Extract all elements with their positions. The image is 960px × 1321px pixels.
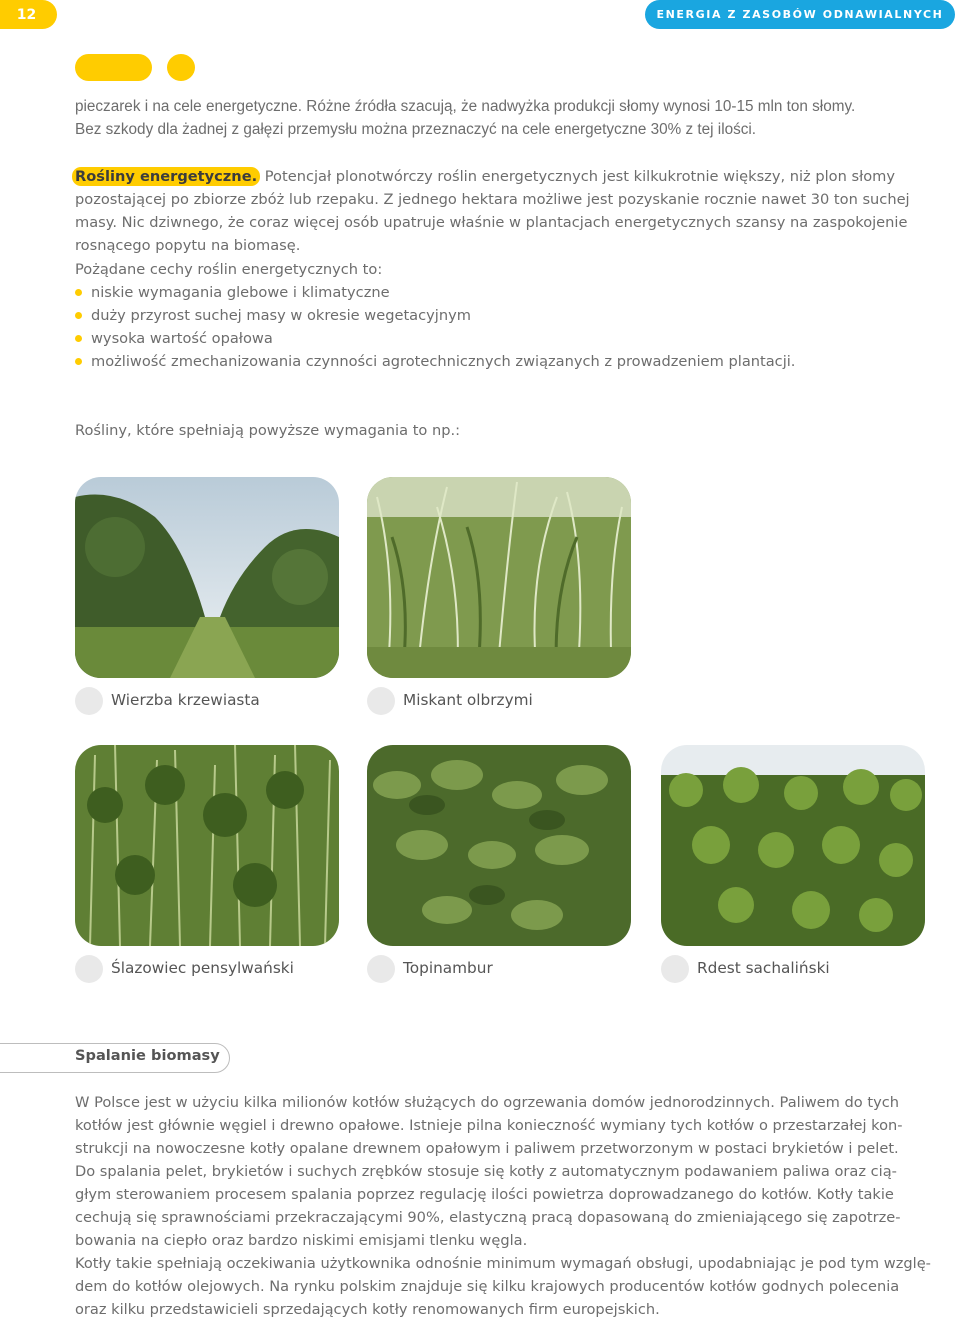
list-item: duży przyrost suchej masy w okresie wegetacyjnym bbox=[75, 304, 795, 327]
biomass-line: kotłów jest głównie węgiel i drewno opałowe. Istnieje pilna konieczność wymiany tych kotłów o przestarzałej kon- bbox=[75, 1117, 903, 1134]
energy-plants-highlight: Rośliny energetyczne. bbox=[72, 167, 260, 186]
caption-knotweed: Rdest sachaliński bbox=[697, 959, 830, 977]
biomass-line: Do spalania pelet, brykietów i suchych zrębków stosuje się kotły z automatycznym podawaniem paliwa oraz cią- bbox=[75, 1163, 897, 1180]
decorative-bar bbox=[75, 54, 152, 81]
features-intro: Pożądane cechy roślin energetycznych to: bbox=[75, 261, 383, 278]
caption-dot bbox=[367, 955, 395, 983]
photo-sida bbox=[75, 745, 339, 946]
caption-dot bbox=[75, 687, 103, 715]
intro-line-2: Bez szkody dla żadnej z gałęzi przemysłu można przeznaczyć na cele energetyczne 30% z tej ilości. bbox=[75, 121, 757, 138]
biomass-line: strukcji na nowoczesne kotły opalane drewnem opałowym i paliwem przetworzonym w postaci brykietów i pelet. bbox=[75, 1140, 899, 1157]
energy-plants-line-1 bbox=[75, 165, 955, 188]
caption-miscanthus: Miskant olbrzymi bbox=[403, 691, 533, 709]
caption-willow: Wierzba krzewiasta bbox=[111, 691, 260, 709]
energy-plants-line-2: pozostającej po zbiorze zbóż lub rzepaku. Z jednego hektara możliwe jest pozyskanie rocznie nawet 30 ton suchej bbox=[75, 191, 910, 208]
caption-dot bbox=[661, 955, 689, 983]
page-number: 12 bbox=[0, 0, 57, 29]
list-item: wysoka wartość opałowa bbox=[75, 327, 795, 350]
section-title: ENERGIA Z ZASOBÓW ODNAWIALNYCH bbox=[645, 0, 955, 29]
biomass-line: głym sterowaniem procesem spalania poprzez regulację ilości powietrza doprowadzanego do kotłów. Kotły takie bbox=[75, 1186, 894, 1203]
energy-plants-text-1: Potencjał plonotwórczy roślin energetycznych jest kilkukrotnie większy, niż plon słomy bbox=[264, 168, 896, 185]
examples-intro: Rośliny, które spełniają powyższe wymagania to np.: bbox=[75, 422, 461, 439]
intro-line-1: pieczarek i na cele energetyczne. Różne źródła szacują, że nadwyżka produkcji słomy wynosi 10-15 mln ton słomy. bbox=[75, 98, 856, 115]
photo-miscanthus bbox=[367, 477, 631, 678]
biomass-line: Kotły takie spełniają oczekiwania użytkownika odnośnie minimum wymagań obsługi, upodabniając je pod tym wzglę- bbox=[75, 1255, 931, 1272]
decorative-dot bbox=[167, 54, 195, 81]
caption-dot bbox=[75, 955, 103, 983]
caption-topinambur: Topinambur bbox=[403, 959, 493, 977]
section-heading: Spalanie biomasy bbox=[75, 1047, 220, 1064]
list-item: niskie wymagania glebowe i klimatyczne bbox=[75, 281, 795, 304]
photo-topinambur bbox=[367, 745, 631, 946]
energy-plants-line-4: rosnącego popytu na biomasę. bbox=[75, 237, 301, 254]
biomass-line: W Polsce jest w użyciu kilka milionów kotłów służących do ogrzewania domów jednorodzinnych. Paliwem do tych bbox=[75, 1094, 899, 1111]
biomass-line: oraz kilku przedstawicieli sprzedających kotły renomowanych firm europejskich. bbox=[75, 1301, 660, 1318]
list-item: możliwość zmechanizowania czynności agrotechnicznych związanych z prowadzeniem plantacji. bbox=[75, 350, 795, 373]
caption-dot bbox=[367, 687, 395, 715]
biomass-line: cechują się sprawnościami przekraczającymi 90%, elastyczną pracą dopasowaną do zmieniającego się zapotrze- bbox=[75, 1209, 901, 1226]
caption-sida: Ślazowiec pensylwański bbox=[111, 959, 294, 977]
biomass-line: dem do kotłów olejowych. Na rynku polskim znajduje się kilku krajowych producentów kotłów godnych polecenia bbox=[75, 1278, 900, 1295]
energy-plants-line-3: masy. Nic dziwnego, że coraz więcej osób upatruje właśnie w plantacjach energetycznych szansy na zaspokojenie bbox=[75, 214, 908, 231]
photo-knotweed bbox=[661, 745, 925, 946]
features-list bbox=[75, 281, 795, 373]
biomass-line: bowania na ciepło oraz bardzo niskimi emisjami tlenku węgla. bbox=[75, 1232, 528, 1249]
photo-willow bbox=[75, 477, 339, 678]
